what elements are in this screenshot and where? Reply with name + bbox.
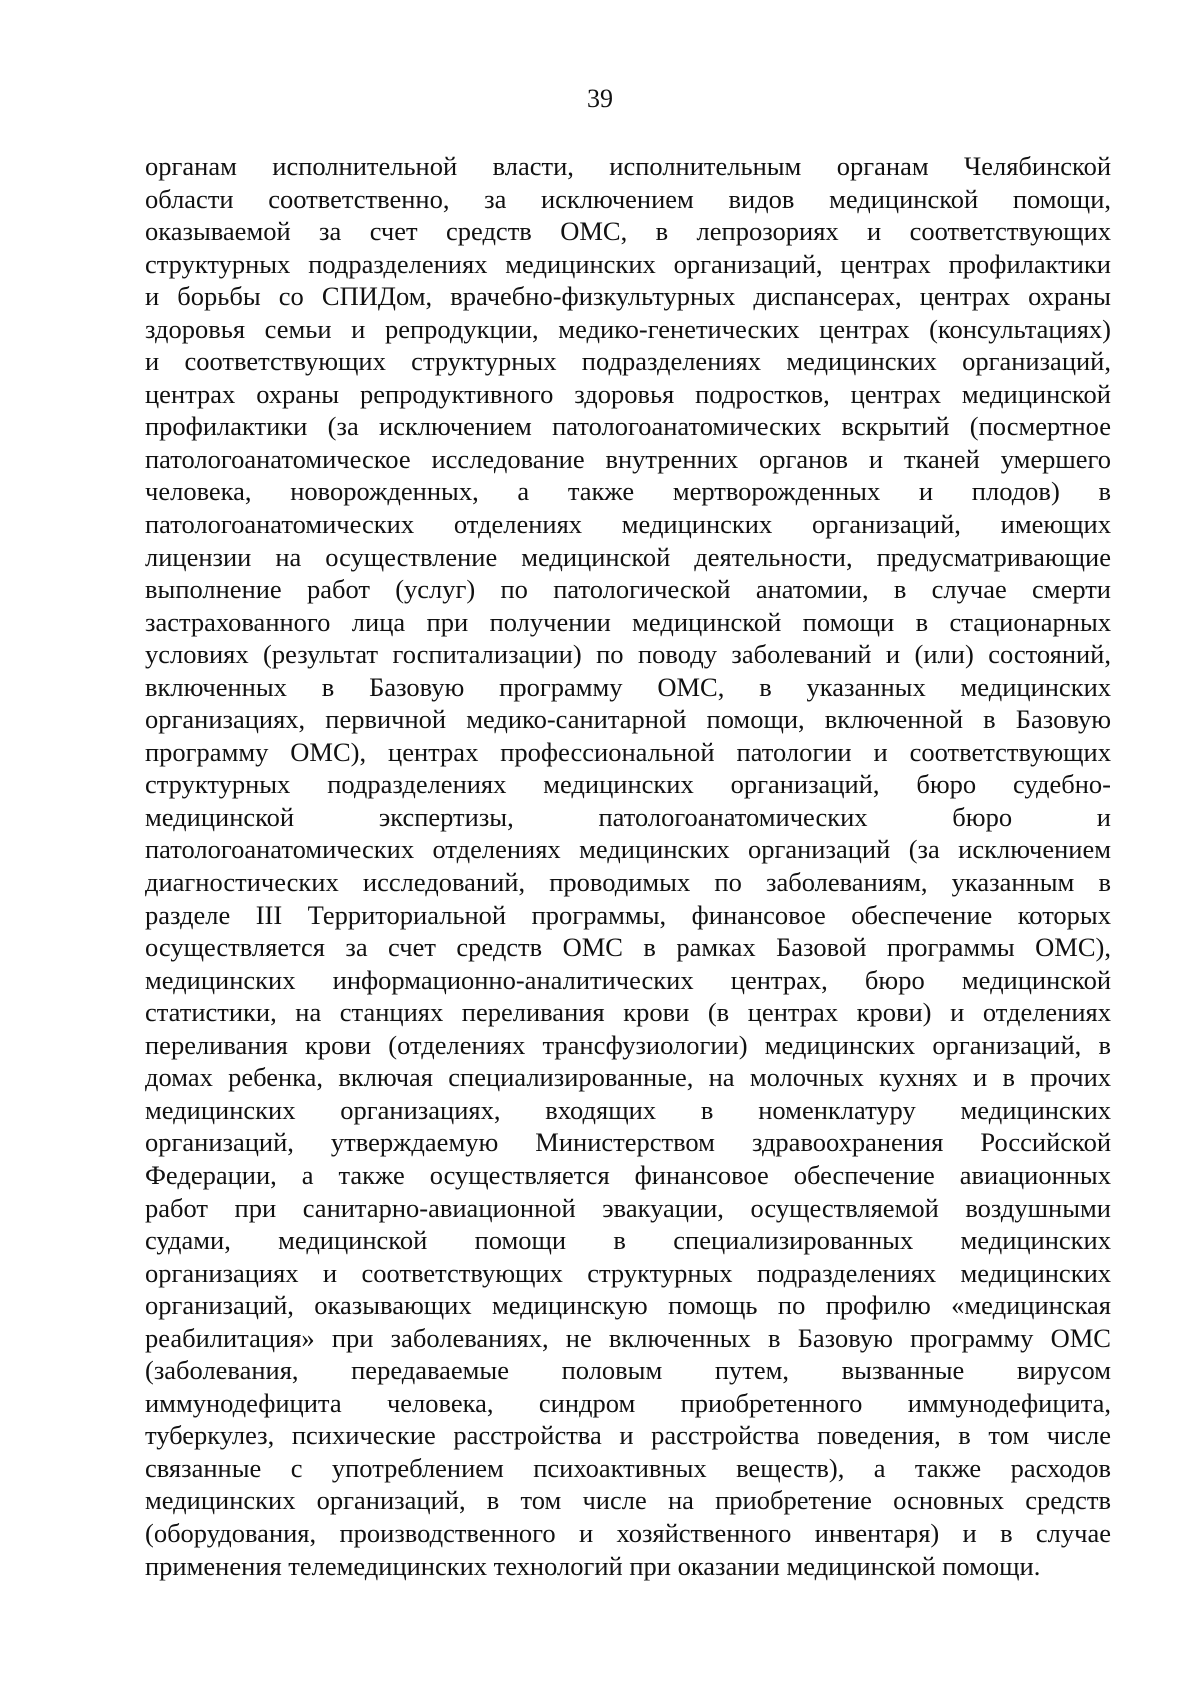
text-line: здоровья семьи и репродукции, медико-генетических центрах (консультациях) (145, 313, 1111, 344)
body-paragraph (145, 150, 1111, 1582)
text-line: разделе III Территориальной программы, финансовое обеспечение которых (145, 899, 1111, 930)
text-line: переливания крови (отделениях трансфузиологии) медицинских организаций, в (145, 1029, 1111, 1060)
text-line: структурных подразделениях медицинских организаций, центрах профилактики (145, 248, 1111, 279)
text-line: Федерации, а также осуществляется финансовое обеспечение авиационных (145, 1159, 1111, 1190)
text-line: медицинских организациях, входящих в номенклатуру медицинских (145, 1094, 1111, 1125)
text-line: условиях (результат госпитализации) по поводу заболеваний и (или) состояний, (145, 639, 1111, 670)
text-line: патологоанатомических отделениях медицинских организаций (за исключением (145, 834, 1111, 865)
text-line: центрах охраны репродуктивного здоровья подростков, центрах медицинской (145, 378, 1111, 409)
text-line: человека, новорожденных, а также мертворожденных и плодов) в (145, 476, 1111, 507)
text-line: статистики, на станциях переливания крови (в центрах крови) и отделениях (145, 997, 1111, 1028)
text-line: осуществляется за счет средств ОМС в рамках Базовой программы ОМС), (145, 932, 1111, 963)
text-line: включенных в Базовую программу ОМС, в указанных медицинских (145, 671, 1111, 702)
text-line: организаций, утверждаемую Министерством здравоохранения Российской (145, 1127, 1111, 1158)
text-line: иммунодефицита человека, синдром приобретенного иммунодефицита, (145, 1387, 1111, 1418)
text-line: профилактики (за исключением патологоанатомических вскрытий (посмертное (145, 411, 1111, 442)
text-line: медицинской экспертизы, патологоанатомических бюро и (145, 801, 1111, 832)
text-line: оказываемой за счет средств ОМС, в лепрозориях и соответствующих (145, 216, 1111, 247)
text-line: диагностических исследований, проводимых по заболеваниям, указанным в (145, 867, 1111, 898)
text-line: (оборудования, производственного и хозяйственного инвентаря) и в случае (145, 1517, 1111, 1548)
text-line: организациях, первичной медико-санитарной помощи, включенной в Базовую (145, 704, 1111, 735)
text-line: органам исполнительной власти, исполнительным органам Челябинской (145, 151, 1111, 181)
text-line: организациях и соответствующих структурных подразделениях медицинских (145, 1257, 1111, 1288)
text-line: медицинских информационно-аналитических центрах, бюро медицинской (145, 964, 1111, 995)
text-line: связанные с употреблением психоактивных веществ), а также расходов (145, 1452, 1111, 1483)
text-line: патологоанатомическое исследование внутренних органов и тканей умершего (145, 443, 1111, 474)
page-number: 39 (587, 84, 613, 113)
text-line: медицинских организаций, в том числе на приобретение основных средств (145, 1485, 1111, 1516)
text-line: туберкулез, психические расстройства и расстройства поведения, в том числе (145, 1420, 1111, 1451)
text-line: домах ребенка, включая специализированные, на молочных кухнях и в прочих (145, 1062, 1111, 1093)
text-line: программу ОМС), центрах профессиональной патологии и соответствующих (145, 736, 1111, 767)
text-line: и соответствующих структурных подразделениях медицинских организаций, (145, 346, 1111, 377)
text-line: судами, медицинской помощи в специализированных медицинских (145, 1225, 1111, 1256)
text-line: застрахованного лица при получении медицинской помощи в стационарных (145, 606, 1111, 637)
text-line: и борьбы со СПИДом, врачебно-физкультурных диспансерах, центрах охраны (145, 281, 1111, 312)
text-line: организаций, оказывающих медицинскую помощь по профилю «медицинская (145, 1290, 1111, 1321)
text-line: области соответственно, за исключением видов медицинской помощи, (145, 183, 1111, 214)
text-line: работ при санитарно-авиационной эвакуации, осуществляемой воздушными (145, 1192, 1111, 1223)
text-line: патологоанатомических отделениях медицинских организаций, имеющих (145, 509, 1111, 540)
text-line: реабилитация» при заболеваниях, не включенных в Базовую программу ОМС (145, 1322, 1111, 1353)
text-line: структурных подразделениях медицинских организаций, бюро судебно- (145, 769, 1111, 800)
text-line: применения телемедицинских технологий при оказании медицинской помощи. (145, 1550, 1041, 1581)
text-line: (заболевания, передаваемые половым путем, вызванные вирусом (145, 1355, 1111, 1386)
text-line: выполнение работ (услуг) по патологической анатомии, в случае смерти (145, 574, 1111, 605)
text-line: лицензии на осуществление медицинской деятельности, предусматривающие (145, 541, 1111, 572)
